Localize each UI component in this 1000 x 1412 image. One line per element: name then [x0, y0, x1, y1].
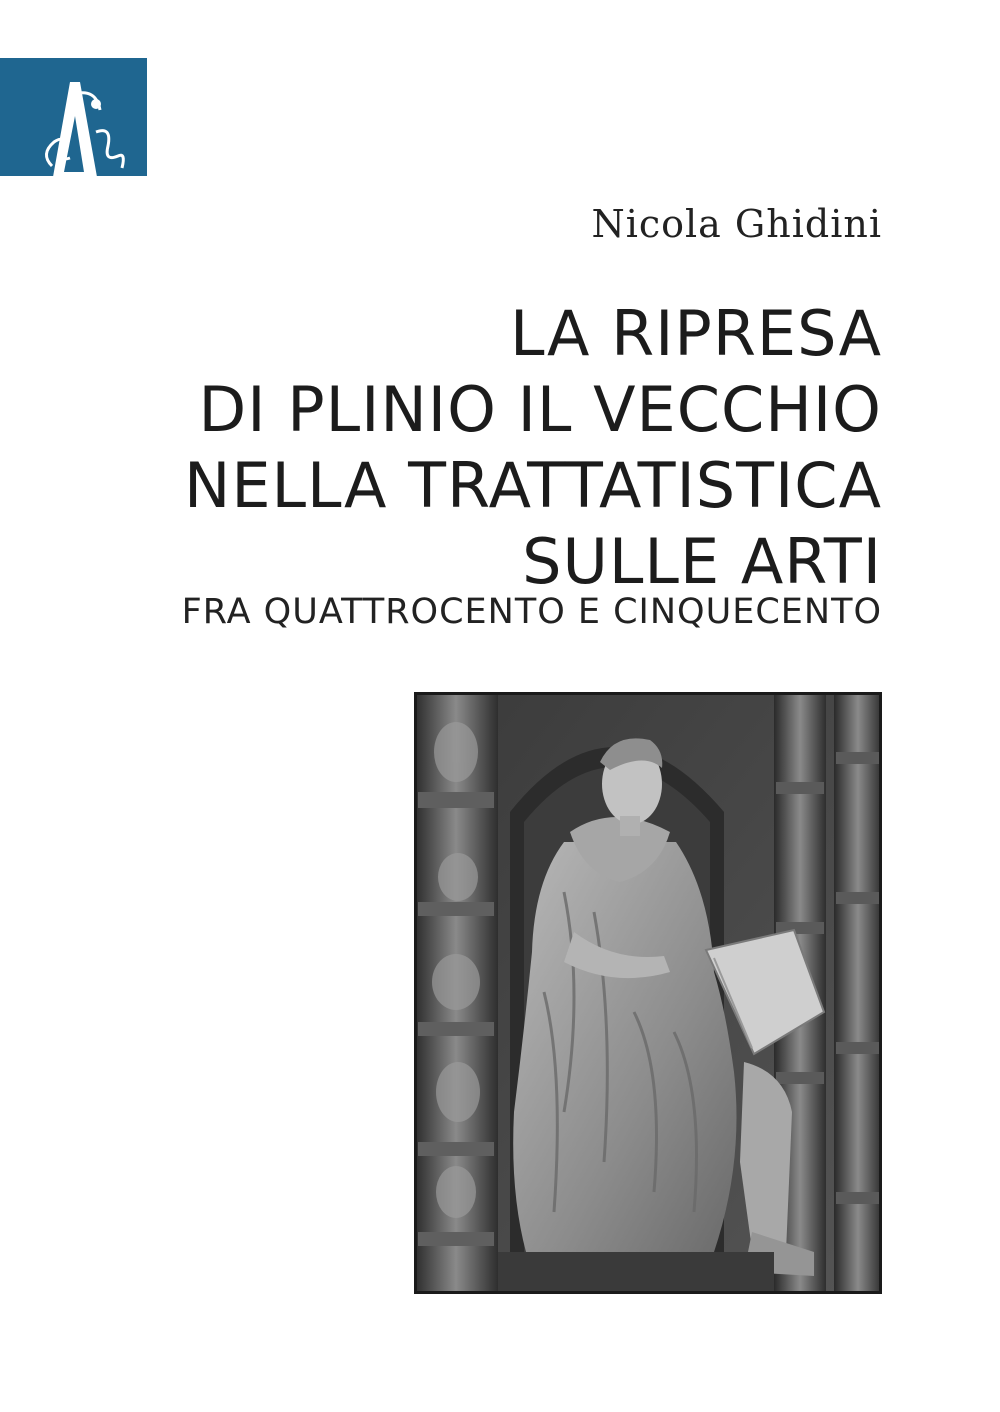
book-title [62, 296, 882, 600]
title-line: NELLA TRATTATISTICA [183, 449, 882, 522]
sculpture-photo-icon [414, 692, 882, 1294]
publisher-logo-icon [0, 58, 147, 176]
author-name: Nicola Ghidini [591, 202, 882, 246]
book-subtitle: FRA QUATTROCENTO E CINQUECENTO [181, 592, 882, 632]
publisher-logo [0, 58, 147, 176]
title-line: DI PLINIO IL VECCHIO [198, 373, 882, 446]
cover-photograph [414, 692, 882, 1294]
title-line: LA RIPRESA [509, 297, 882, 370]
title-line: SULLE ARTI [522, 525, 882, 598]
